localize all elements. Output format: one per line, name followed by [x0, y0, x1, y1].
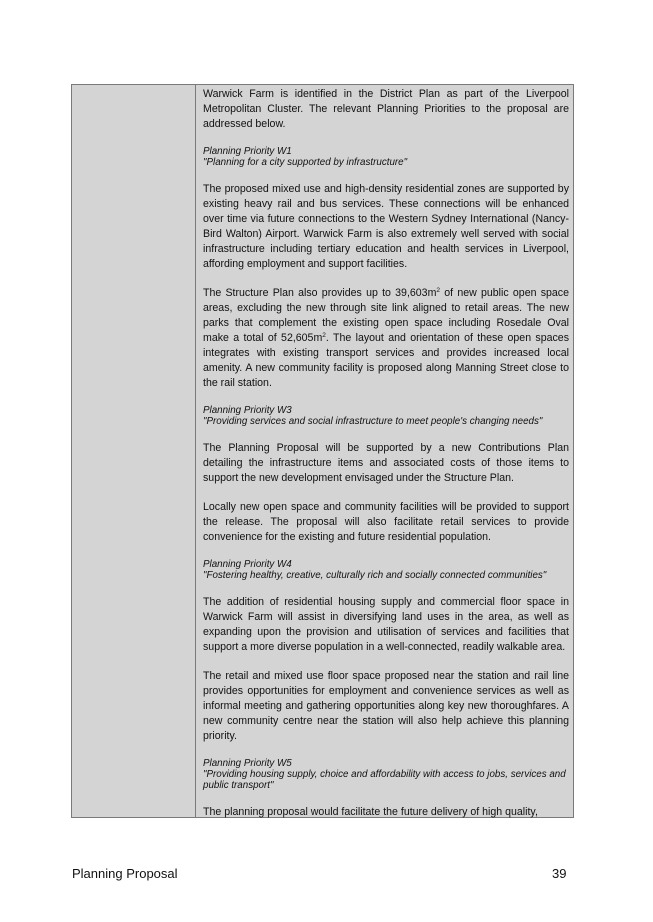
body-paragraph: The Planning Proposal will be supported by a new Contributions Plan detailing the infrastructure items and associated costs of those items to support the new development envisaged under the Structure Plan. — [203, 442, 569, 484]
table-left-cell — [72, 85, 196, 817]
priority-label: Planning Priority W4 — [203, 559, 292, 570]
content-table — [71, 84, 574, 818]
priority-quote: "Planning for a city supported by infrastructure" — [203, 157, 408, 168]
priority-w5 — [203, 758, 569, 791]
priority-w1 — [203, 146, 569, 168]
page-number: 39 — [552, 866, 567, 881]
body-paragraph-open-space: The Structure Plan also provides up to $39,603m^2$ of new public open space areas, excluding the new through site link aligned to retail areas. The new parks that complement the existing open space including Rosedale Oval make a total of $52,605m^2$. The layout and orientation of these open spaces integrates with existing transport services and provides increased local amenity. A new community facility is proposed along Manning Street close to the rail station. — [203, 287, 569, 389]
priority-quote: "Providing housing supply, choice and affordability with access to jobs, services and public transport" — [203, 769, 566, 791]
body-paragraph: The addition of residential housing supply and commercial floor space in Warwick Farm will assist in diversifying land uses in the area, as well as expanding upon the provision and utilisation of services and facilities that support a more diverse population in a well-connected, readily walkable area. — [203, 596, 569, 653]
body-paragraph: Locally new open space and community facilities will be provided to support the release. The proposal will also facilitate retail services to provide convenience for the existing and future residential population. — [203, 501, 569, 543]
body-paragraph: The retail and mixed use floor space proposed near the station and rail line provides opportunities for employment and convenience services as well as informal meeting and gathering opportunities along key new thoroughfares. A new community centre near the station will also help achieve this planning priority. — [203, 670, 569, 742]
table-right-cell — [203, 87, 569, 834]
body-paragraph: The planning proposal would facilitate the future delivery of high quality, — [203, 806, 538, 818]
priority-quote: "Providing services and social infrastructure to meet people's changing needs" — [203, 416, 543, 427]
intro-paragraph: Warwick Farm is identified in the District Plan as part of the Liverpool Metropolitan Cluster. The relevant Planning Priorities to the proposal are addressed below. — [203, 88, 569, 130]
priority-w4 — [203, 559, 569, 581]
priority-w3 — [203, 405, 569, 427]
priority-quote: "Fostering healthy, creative, culturally rich and socially connected communities" — [203, 570, 547, 581]
priority-label: Planning Priority W5 — [203, 758, 292, 769]
footer-title: Planning Proposal — [72, 866, 178, 881]
priority-label: Planning Priority W3 — [203, 405, 292, 416]
body-paragraph: The proposed mixed use and high-density residential zones are supported by existing heavy rail and bus services. These connections will be enhanced over time via future connections to the Western Sydney International (Nancy-Bird Walton) Airport. Warwick Farm is also extremely well served with social infrastructure including tertiary education and health services in Liverpool, affording employment and support facilities. — [203, 183, 569, 270]
priority-label: Planning Priority W1 — [203, 146, 292, 157]
